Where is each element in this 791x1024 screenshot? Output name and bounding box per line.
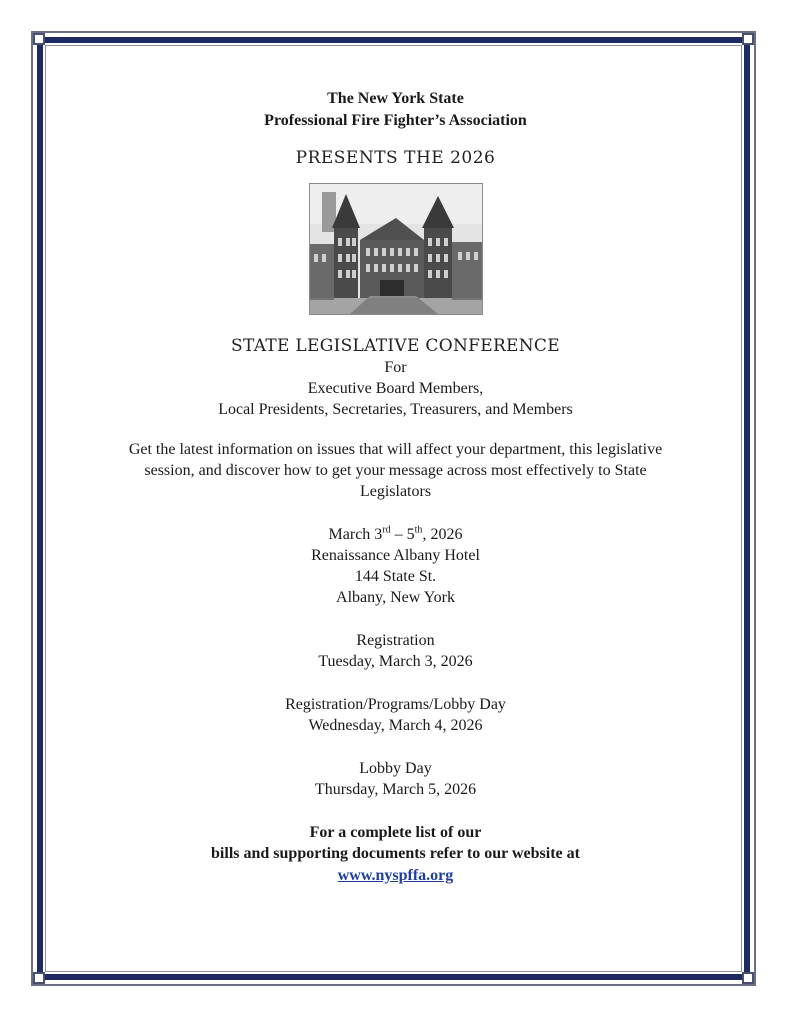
event-city: Albany, New York — [336, 589, 455, 606]
website-line — [60, 865, 731, 886]
org-name-line2: Professional Fire Fighter’s Association — [264, 112, 527, 129]
audience-for: For — [384, 359, 407, 376]
schedule-item — [60, 630, 731, 672]
footer-line2: bills and supporting documents refer to our website at — [211, 845, 580, 862]
audience-line2: Local Presidents, Secretaries, Treasurers, and Members — [218, 401, 573, 418]
border-corner-top-right — [742, 33, 754, 45]
event-address: 144 State St. — [354, 568, 437, 585]
description-line2: session, and discover how to get your message across most effectively to State — [144, 462, 647, 479]
description-line1: Get the latest information on issues that will affect your department, this legislative — [128, 441, 663, 458]
capitol-building-photo — [309, 183, 483, 315]
schedule-label: Registration — [356, 632, 435, 649]
schedule-label: Registration/Programs/Lobby Day — [285, 696, 506, 713]
footer — [60, 822, 731, 886]
description-line3: Legislators — [359, 483, 432, 500]
schedule-date: Wednesday, March 4, 2026 — [308, 717, 483, 734]
website-link[interactable]: www.nyspffa.org — [337, 867, 454, 884]
conference-title: STATE LEGISLATIVE CONFERENCE — [231, 336, 560, 356]
presents-heading: PRESENTS THE 2026 — [295, 148, 496, 168]
flyer-content — [60, 60, 731, 886]
description — [60, 439, 731, 502]
schedule-date: Tuesday, March 3, 2026 — [318, 653, 473, 670]
schedule-item — [60, 758, 731, 800]
border-corner-bottom-right — [742, 972, 754, 984]
event-venue: Renaissance Albany Hotel — [311, 547, 480, 564]
border-corner-bottom-left — [33, 972, 45, 984]
schedule-item — [60, 694, 731, 736]
audience-line1: Executive Board Members, — [307, 380, 484, 397]
schedule-label: Lobby Day — [359, 760, 432, 777]
border-corner-top-left — [33, 33, 45, 45]
org-name-line1: The New York State — [327, 90, 464, 107]
footer-line1: For a complete list of our — [309, 824, 482, 841]
event-details — [60, 524, 731, 608]
schedule-date: Thursday, March 5, 2026 — [314, 781, 477, 798]
event-dates: March 3rd – 5th, 2026 — [328, 524, 463, 543]
